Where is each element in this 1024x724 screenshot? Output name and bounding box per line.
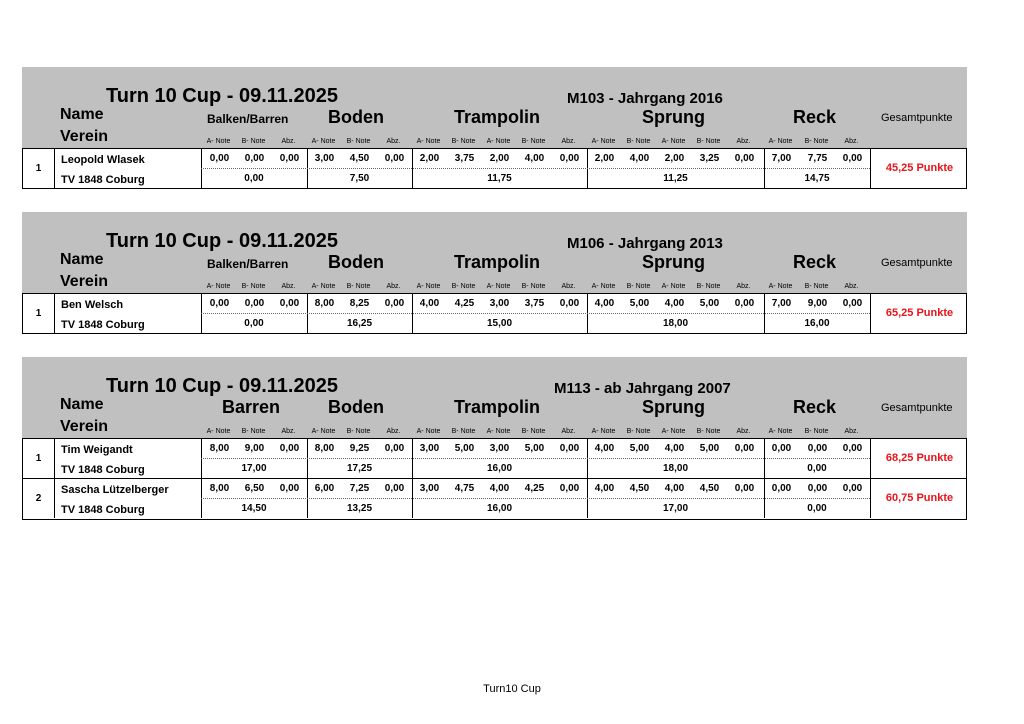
- score-cell: 2,00: [664, 153, 685, 164]
- score-column-header: A- Note: [591, 428, 616, 435]
- score-cell: 0,00: [559, 153, 580, 164]
- category-label: M106 - Jahrgang 2013: [567, 235, 723, 252]
- score-cell: 0,00: [734, 153, 755, 164]
- row-divider: [201, 498, 870, 499]
- competition-title: Turn 10 Cup - 09.11.2025: [106, 85, 338, 107]
- page-footer: Turn10 Cup: [483, 683, 541, 695]
- gesamtpunkte-label: Gesamtpunkte: [881, 402, 953, 414]
- apparatus-total: 0,00: [807, 463, 827, 474]
- score-cell: 2,00: [489, 153, 510, 164]
- apparatus-total: 17,00: [241, 463, 267, 474]
- score-cell: 2,00: [419, 153, 440, 164]
- score-cell: 3,75: [524, 298, 545, 309]
- placement: 1: [23, 439, 55, 478]
- apparatus-header: Sprung: [642, 397, 705, 417]
- apparatus-header: Trampolin: [454, 107, 541, 127]
- score-cell: 8,00: [314, 443, 335, 454]
- score-column-header: A- Note: [206, 138, 231, 145]
- score-column-header: Abz.: [736, 283, 751, 290]
- apparatus-total: 17,25: [346, 463, 373, 474]
- score-column-header: B- Note: [451, 428, 476, 435]
- apparatus-header: Trampolin: [454, 252, 541, 272]
- apparatus-header: Boden: [328, 252, 384, 272]
- apparatus-header: Reck: [793, 397, 837, 417]
- score-cell: 4,50: [629, 483, 650, 494]
- score-column-header: B- Note: [804, 138, 829, 145]
- score-cell: 0,00: [279, 153, 300, 164]
- score-column-header: A- Note: [206, 283, 231, 290]
- name-label: Name: [60, 106, 104, 123]
- athlete-name: Sascha Lützelberger: [61, 484, 169, 496]
- score-cell: 3,75: [454, 153, 475, 164]
- score-cell: 5,00: [699, 298, 720, 309]
- score-cell: 0,00: [734, 298, 755, 309]
- score-column-header: Abz.: [281, 428, 296, 435]
- score-column-header: B- Note: [451, 283, 476, 290]
- score-column-header: B- Note: [241, 138, 266, 145]
- category-label: M113 - ab Jahrgang 2007: [554, 380, 731, 397]
- score-cell: 7,00: [771, 298, 792, 309]
- score-cell: 0,00: [559, 298, 580, 309]
- score-column-header: A- Note: [416, 283, 441, 290]
- score-cell: 0,00: [842, 443, 863, 454]
- apparatus-total: 16,00: [804, 318, 830, 329]
- apparatus-total: 14,75: [804, 173, 830, 184]
- result-rows: [22, 293, 967, 334]
- score-column-header: A- Note: [311, 428, 336, 435]
- score-column-header: B- Note: [521, 283, 546, 290]
- score-column-header: Abz.: [561, 428, 576, 435]
- score-cell: 4,50: [349, 153, 370, 164]
- score-cell: 0,00: [771, 443, 792, 454]
- result-rows: [22, 148, 967, 189]
- apparatus-total: 0,00: [807, 503, 827, 514]
- score-column-header: B- Note: [521, 138, 546, 145]
- score-column-header: A- Note: [661, 138, 686, 145]
- score-cell: 0,00: [384, 483, 405, 494]
- score-cell: 4,25: [524, 483, 545, 494]
- score-cell: 7,75: [807, 153, 828, 164]
- score-column-header: A- Note: [486, 138, 511, 145]
- score-cell: 0,00: [807, 443, 828, 454]
- score-cell: 0,00: [842, 153, 863, 164]
- score-cell: 5,00: [629, 443, 650, 454]
- total-points: 45,25 Punkte: [870, 149, 968, 188]
- apparatus-total: 16,25: [346, 318, 373, 329]
- score-cell: 3,00: [489, 443, 510, 454]
- apparatus-total: 14,50: [241, 503, 267, 514]
- apparatus-total: 7,50: [349, 173, 370, 184]
- category-label: M103 - Jahrgang 2016: [567, 90, 723, 107]
- result-row: [22, 479, 967, 520]
- row-divider: [201, 313, 870, 314]
- apparatus-total: 15,00: [486, 318, 513, 329]
- apparatus-total: 16,00: [486, 503, 513, 514]
- result-row: [22, 438, 967, 479]
- score-cell: 4,00: [419, 298, 440, 309]
- score-column-header: Abz.: [386, 428, 401, 435]
- score-column-header: B- Note: [241, 283, 266, 290]
- score-column-header: B- Note: [696, 283, 721, 290]
- score-column-header: B- Note: [346, 138, 371, 145]
- block-header: [22, 357, 967, 438]
- apparatus-header: Balken/Barren: [207, 112, 289, 126]
- score-cell: 0,00: [559, 483, 580, 494]
- score-cell: 0,00: [209, 153, 230, 164]
- score-cell: 6,00: [314, 483, 335, 494]
- apparatus-header: Boden: [328, 397, 384, 417]
- score-column-header: Abz.: [736, 138, 751, 145]
- score-cell: 0,00: [279, 443, 300, 454]
- score-cell: 4,00: [664, 443, 685, 454]
- score-cell: 5,00: [629, 298, 650, 309]
- score-column-header: B- Note: [696, 138, 721, 145]
- score-cell: 0,00: [559, 443, 580, 454]
- apparatus-header: Balken/Barren: [207, 257, 289, 271]
- score-cell: 4,00: [594, 298, 615, 309]
- score-column-header: A- Note: [661, 283, 686, 290]
- result-rows: [22, 438, 967, 520]
- verein-label: Verein: [60, 128, 109, 145]
- apparatus-header: Boden: [328, 107, 384, 127]
- athlete-club: TV 1848 Coburg: [61, 464, 145, 476]
- apparatus-header: Sprung: [642, 252, 705, 272]
- score-cell: 6,50: [244, 483, 265, 494]
- score-column-header: B- Note: [804, 428, 829, 435]
- score-column-header: A- Note: [591, 138, 616, 145]
- apparatus-header: Reck: [793, 252, 837, 272]
- score-cell: 8,00: [209, 443, 230, 454]
- apparatus-total: 0,00: [244, 173, 264, 184]
- name-label: Name: [60, 396, 104, 413]
- score-column-header: A- Note: [661, 428, 686, 435]
- competition-title: Turn 10 Cup - 09.11.2025: [106, 375, 338, 397]
- block-header: [22, 67, 967, 148]
- score-cell: 8,25: [349, 298, 370, 309]
- score-cell: 0,00: [734, 483, 755, 494]
- score-cell: 0,00: [384, 153, 405, 164]
- score-cell: 3,00: [489, 298, 510, 309]
- gesamtpunkte-label: Gesamtpunkte: [881, 112, 953, 124]
- score-cell: 0,00: [384, 298, 405, 309]
- score-cell: 4,75: [454, 483, 475, 494]
- score-cell: 4,00: [664, 298, 685, 309]
- placement: 1: [23, 149, 55, 188]
- score-cell: 4,00: [489, 483, 510, 494]
- score-cell: 0,00: [244, 153, 265, 164]
- score-cell: 3,00: [419, 483, 440, 494]
- score-column-header: B- Note: [451, 138, 476, 145]
- result-row: [22, 293, 967, 334]
- athlete-club: TV 1848 Coburg: [61, 504, 145, 516]
- apparatus-total: 11,75: [487, 173, 512, 184]
- score-column-header: A- Note: [591, 283, 616, 290]
- athlete-club: TV 1848 Coburg: [61, 174, 145, 186]
- placement: 2: [23, 479, 55, 518]
- score-column-header: A- Note: [486, 428, 511, 435]
- score-column-header: Abz.: [844, 283, 859, 290]
- score-cell: 3,00: [419, 443, 440, 454]
- apparatus-total: 11,25: [663, 173, 688, 184]
- score-column-header: B- Note: [804, 283, 829, 290]
- score-cell: 4,00: [524, 153, 545, 164]
- athlete-name: Leopold Wlasek: [61, 154, 145, 166]
- score-cell: 5,00: [454, 443, 475, 454]
- score-cell: 7,25: [349, 483, 370, 494]
- score-column-header: Abz.: [386, 138, 401, 145]
- apparatus-total: 0,00: [244, 318, 264, 329]
- score-column-header: A- Note: [416, 428, 441, 435]
- row-divider: [201, 458, 870, 459]
- score-column-header: B- Note: [346, 283, 371, 290]
- score-column-header: A- Note: [486, 283, 511, 290]
- row-divider: [201, 168, 870, 169]
- score-cell: 4,00: [594, 443, 615, 454]
- score-cell: 5,00: [524, 443, 545, 454]
- score-column-header: B- Note: [241, 428, 266, 435]
- verein-label: Verein: [60, 273, 109, 290]
- score-cell: 4,00: [629, 153, 650, 164]
- apparatus-total: 17,00: [662, 503, 689, 514]
- score-column-header: Abz.: [561, 283, 576, 290]
- score-column-header: B- Note: [346, 428, 371, 435]
- score-cell: 0,00: [807, 483, 828, 494]
- verein-label: Verein: [60, 418, 109, 435]
- score-cell: 0,00: [384, 443, 405, 454]
- score-cell: 8,00: [314, 298, 335, 309]
- apparatus-header: Trampolin: [454, 397, 541, 417]
- score-column-header: A- Note: [768, 428, 793, 435]
- apparatus-total: 16,00: [486, 463, 513, 474]
- score-cell: 4,25: [454, 298, 475, 309]
- score-cell: 9,00: [807, 298, 828, 309]
- score-cell: 4,50: [699, 483, 720, 494]
- score-column-header: Abz.: [281, 283, 296, 290]
- score-column-header: B- Note: [626, 283, 651, 290]
- score-column-header: A- Note: [416, 138, 441, 145]
- result-row: [22, 148, 967, 189]
- score-column-header: Abz.: [844, 428, 859, 435]
- athlete-name: Ben Welsch: [61, 299, 124, 311]
- score-cell: 3,25: [699, 153, 720, 164]
- score-cell: 5,00: [699, 443, 720, 454]
- gesamtpunkte-label: Gesamtpunkte: [881, 257, 953, 269]
- apparatus-header: Sprung: [642, 107, 705, 127]
- score-cell: 0,00: [771, 483, 792, 494]
- apparatus-total: 18,00: [662, 463, 689, 474]
- total-points: 60,75 Punkte: [870, 479, 968, 518]
- score-column-header: B- Note: [521, 428, 546, 435]
- block-header: [22, 212, 967, 293]
- apparatus-total: 13,25: [346, 503, 373, 514]
- athlete-club: TV 1848 Coburg: [61, 319, 145, 331]
- score-column-header: Abz.: [844, 138, 859, 145]
- score-column-header: A- Note: [768, 138, 793, 145]
- score-cell: 0,00: [734, 443, 755, 454]
- score-cell: 0,00: [842, 298, 863, 309]
- score-cell: 0,00: [244, 298, 265, 309]
- apparatus-header: Reck: [793, 107, 837, 127]
- score-column-header: A- Note: [768, 283, 793, 290]
- apparatus-total: 18,00: [662, 318, 689, 329]
- total-points: 68,25 Punkte: [870, 439, 968, 478]
- score-column-header: Abz.: [281, 138, 296, 145]
- score-column-header: B- Note: [626, 428, 651, 435]
- score-column-header: Abz.: [561, 138, 576, 145]
- score-column-header: B- Note: [626, 138, 651, 145]
- score-cell: 9,00: [244, 443, 265, 454]
- score-cell: 0,00: [209, 298, 230, 309]
- score-cell: 3,00: [314, 153, 335, 164]
- score-cell: 0,00: [279, 483, 300, 494]
- competition-title: Turn 10 Cup - 09.11.2025: [106, 230, 338, 252]
- score-cell: 8,00: [209, 483, 230, 494]
- score-cell: 2,00: [594, 153, 615, 164]
- score-cell: 0,00: [279, 298, 300, 309]
- placement: 1: [23, 294, 55, 333]
- score-column-header: A- Note: [311, 283, 336, 290]
- score-cell: 4,00: [664, 483, 685, 494]
- total-points: 65,25 Punkte: [870, 294, 968, 333]
- score-column-header: Abz.: [736, 428, 751, 435]
- score-cell: 7,00: [771, 153, 792, 164]
- score-cell: 9,25: [349, 443, 370, 454]
- score-column-header: B- Note: [696, 428, 721, 435]
- score-cell: 0,00: [842, 483, 863, 494]
- score-cell: 4,00: [594, 483, 615, 494]
- athlete-name: Tim Weigandt: [61, 444, 133, 456]
- score-column-header: A- Note: [311, 138, 336, 145]
- score-column-header: A- Note: [206, 428, 231, 435]
- apparatus-header: Barren: [222, 397, 281, 417]
- name-label: Name: [60, 251, 104, 268]
- score-column-header: Abz.: [386, 283, 401, 290]
